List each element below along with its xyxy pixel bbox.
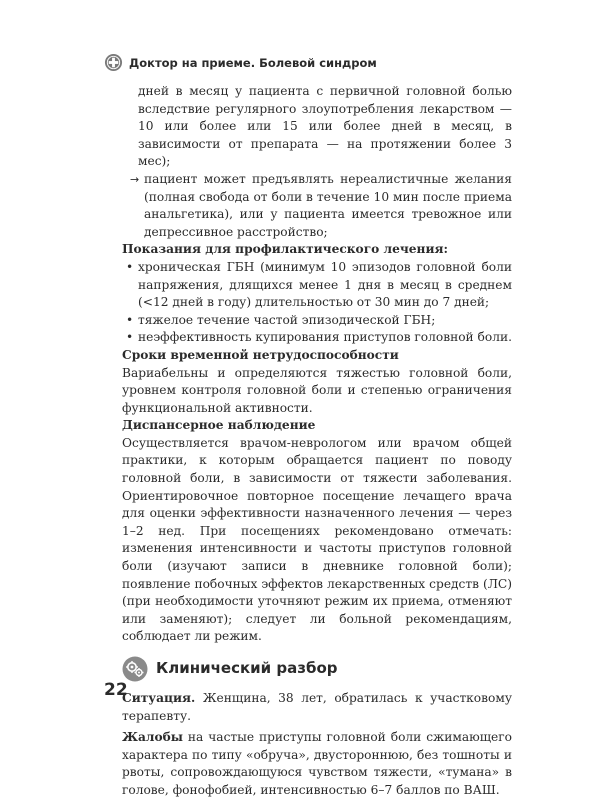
situation-label: Ситуация. bbox=[122, 691, 196, 705]
situation-paragraph bbox=[122, 690, 512, 725]
list-item: • тяжелое течение частой эпизодической ГБН; bbox=[122, 312, 512, 330]
dispensary-heading: Диспансерное наблюдение bbox=[122, 418, 316, 433]
complaints-label: Жалобы bbox=[122, 730, 183, 745]
list-item: → пациент может предъявлять нереалистичные желания (полная свобода от боли в течение 10 мин после приема анальгетика), или у пациента имеется тревожное или депрессивное расстройство; bbox=[130, 171, 512, 239]
arrow-icon: → bbox=[130, 172, 140, 186]
list-item: • неэффективность купирования приступов головной боли. bbox=[122, 329, 512, 347]
bullet-icon: • bbox=[126, 259, 134, 274]
dispensary-text: Осуществляется врачом-неврологом или врачом общей практики, к которым обращается пациент по поводу головной боли, в зависимости от тяжести заболевания. Ориентировочное повторное посещение лечащего врача для оценки эффективности назначенного лечения — через 1–2 нед. При посещениях рекомендовано отмечать: изменения интенсивности и частоты приступов головной боли (изучают записи в дневнике головной боли); появление побочных эффектов лекарственных средств (ЛС) (при необходимости уточняют режим их приема, отменяют или заменяют); следует ли больной рекомендациям, соблюдает ли режим. bbox=[122, 435, 512, 644]
clinical-title: Клинический разбор bbox=[156, 659, 338, 678]
bullet-icon: • bbox=[126, 330, 134, 345]
running-header bbox=[104, 53, 377, 72]
list-item: • хроническая ГБН (минимум 10 эпизодов головной боли напряжения, длящихся менее 1 дня в месяц в среднем (<12 дней в году) длительностью от 30 мин до 7 дней; bbox=[126, 259, 512, 310]
header-title: Доктор на приеме. Болевой синдром bbox=[129, 55, 377, 70]
page-body bbox=[122, 83, 512, 800]
page-number: 22 bbox=[104, 680, 128, 700]
complaints-paragraph bbox=[122, 729, 512, 799]
clinical-section-heading bbox=[122, 656, 512, 682]
indications-heading: Показания для профилактического лечения: bbox=[122, 242, 449, 257]
complaints-text: на частые приступы головной боли сжимающего характера по типу «обруча», двустороннюю, без тошноты и рвоты, сопровождающуюся чувством тяжести, «тумана» в голове, фонофобией, интенсивностью 6–7 баллов по ВАШ. bbox=[122, 730, 512, 797]
gears-icon bbox=[122, 656, 148, 682]
intro-paragraph: дней в месяц у пациента с первичной головной болью вследствие регулярного злоупотребления лекарством — 10 или более или 15 или более дней в месяц, в зависимости от препарата — на протяжении более 3 мес); bbox=[138, 84, 512, 169]
situation-text: Женщина, 38 лет, обратилась к участковому терапевту. bbox=[122, 691, 512, 723]
bullet-icon: • bbox=[126, 312, 134, 327]
disability-heading: Сроки временной нетрудоспособности bbox=[122, 347, 399, 362]
disability-text: Вариабельны и определяются тяжестью головной боли, уровнем контроля головной боли и степенью ограничения функциональной активности. bbox=[122, 365, 512, 415]
plus-circle-icon bbox=[104, 53, 123, 72]
